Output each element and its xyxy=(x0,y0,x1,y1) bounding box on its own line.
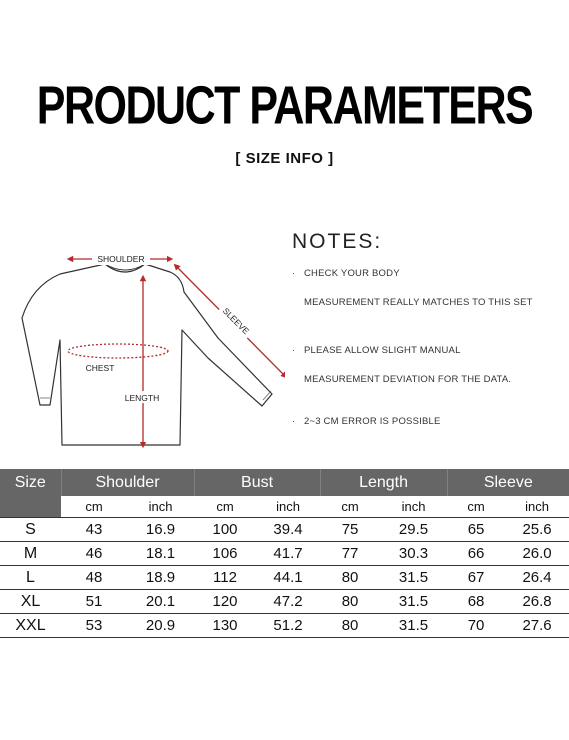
table-cell: 53 xyxy=(61,614,127,638)
table-cell: 18.1 xyxy=(127,542,194,566)
unit-inch: inch xyxy=(505,496,569,518)
table-cell: 41.7 xyxy=(256,542,320,566)
note-item: · CHECK YOUR BODY xyxy=(292,268,400,279)
table-cell: 130 xyxy=(194,614,256,638)
table-cell: 31.5 xyxy=(380,614,447,638)
table-cell: 44.1 xyxy=(256,566,320,590)
unit-inch: inch xyxy=(380,496,447,518)
table-cell: 26.0 xyxy=(505,542,569,566)
table-cell: 18.9 xyxy=(127,566,194,590)
table-cell: 100 xyxy=(194,518,256,542)
unit-cm: cm xyxy=(61,496,127,518)
table-cell: 106 xyxy=(194,542,256,566)
page-title: PRODUCT PARAMETERS xyxy=(36,76,533,136)
table-cell: 68 xyxy=(447,590,505,614)
table-cell: 30.3 xyxy=(380,542,447,566)
shirt-diagram xyxy=(10,240,285,455)
table-cell: 75 xyxy=(320,518,380,542)
shirt-outline xyxy=(22,264,272,445)
table-cell: 51.2 xyxy=(256,614,320,638)
bullet-icon: · xyxy=(292,345,296,356)
unit-spacer xyxy=(0,496,61,518)
table-cell: 65 xyxy=(447,518,505,542)
shoulder-label: SHOULDER xyxy=(97,254,145,264)
table-cell: 20.9 xyxy=(127,614,194,638)
table-cell: 39.4 xyxy=(256,518,320,542)
table-row xyxy=(0,590,569,614)
note-item: MEASUREMENT DEVIATION FOR THE DATA. xyxy=(304,374,512,385)
size-label: XL xyxy=(0,590,61,614)
table-cell: 80 xyxy=(320,590,380,614)
note-item: · PLEASE ALLOW SLIGHT MANUAL xyxy=(292,345,461,356)
table-cell: 112 xyxy=(194,566,256,590)
table-header-row xyxy=(0,469,569,496)
note-item: MEASUREMENT REALLY MATCHES TO THIS SET xyxy=(304,297,533,308)
table-row xyxy=(0,566,569,590)
table-cell: 31.5 xyxy=(380,566,447,590)
table-cell: 25.6 xyxy=(505,518,569,542)
table-cell: 51 xyxy=(61,590,127,614)
table-cell: 31.5 xyxy=(380,590,447,614)
table-cell: 77 xyxy=(320,542,380,566)
sleeve-label: SLEEVE xyxy=(220,305,252,337)
size-info-subtitle: [ SIZE INFO ] xyxy=(235,150,334,167)
table-cell: 48 xyxy=(61,566,127,590)
bullet-icon: · xyxy=(292,268,296,279)
unit-header-row xyxy=(0,496,569,518)
table-cell: 16.9 xyxy=(127,518,194,542)
size-chart-table xyxy=(0,469,569,638)
notes-panel xyxy=(292,230,567,428)
unit-cm: cm xyxy=(320,496,380,518)
table-cell: 80 xyxy=(320,566,380,590)
table-cell: 80 xyxy=(320,614,380,638)
shoulder-column-header: Shoulder xyxy=(61,469,194,496)
table-cell: 26.4 xyxy=(505,566,569,590)
size-label: L xyxy=(0,566,61,590)
bullet-icon: · xyxy=(292,416,296,427)
notes-heading: NOTES: xyxy=(292,230,383,253)
note-item: · 2~3 CM ERROR IS POSSIBLE xyxy=(292,416,441,427)
table-cell: 29.5 xyxy=(380,518,447,542)
size-label: M xyxy=(0,542,61,566)
length-column-header: Length xyxy=(320,469,447,496)
table-cell: 67 xyxy=(447,566,505,590)
table-row xyxy=(0,518,569,542)
length-label: LENGTH xyxy=(124,393,160,403)
table-cell: 43 xyxy=(61,518,127,542)
table-row xyxy=(0,542,569,566)
table-row xyxy=(0,614,569,638)
table-cell: 26.8 xyxy=(505,590,569,614)
bust-column-header: Bust xyxy=(194,469,320,496)
size-column-header: Size xyxy=(0,469,61,496)
table-cell: 66 xyxy=(447,542,505,566)
chest-label: CHEST xyxy=(85,363,115,373)
table-cell: 46 xyxy=(61,542,127,566)
unit-cm: cm xyxy=(194,496,256,518)
size-label: S xyxy=(0,518,61,542)
table-cell: 20.1 xyxy=(127,590,194,614)
unit-cm: cm xyxy=(447,496,505,518)
table-cell: 47.2 xyxy=(256,590,320,614)
sleeve-column-header: Sleeve xyxy=(447,469,569,496)
table-cell: 70 xyxy=(447,614,505,638)
size-label: XXL xyxy=(0,614,61,638)
unit-inch: inch xyxy=(256,496,320,518)
unit-inch: inch xyxy=(127,496,194,518)
table-cell: 27.6 xyxy=(505,614,569,638)
table-cell: 120 xyxy=(194,590,256,614)
